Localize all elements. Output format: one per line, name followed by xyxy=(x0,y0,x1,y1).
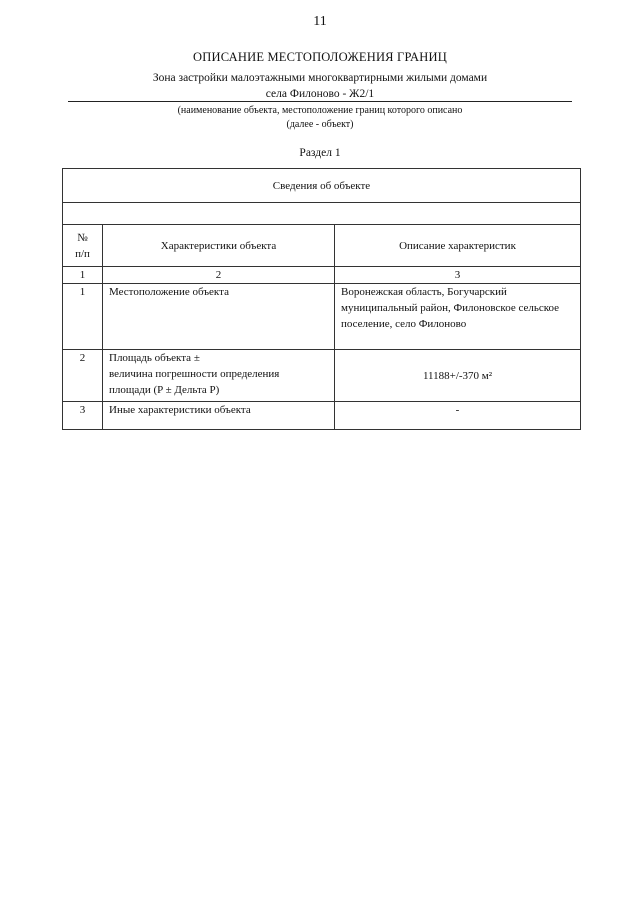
row-characteristic: Иные характеристики объекта xyxy=(103,402,335,430)
section-title: Раздел 1 xyxy=(299,147,341,159)
row-description: 11188+/-370 м² xyxy=(335,350,581,402)
table-row xyxy=(63,284,581,350)
document-title: ОПИСАНИЕ МЕСТОПОЛОЖЕНИЯ ГРАНИЦ xyxy=(193,50,447,64)
row-characteristic-line-1: Площадь объекта ± xyxy=(109,352,200,364)
row-characteristic xyxy=(103,350,335,402)
table-spacer-row xyxy=(63,203,581,225)
row-characteristic: Местоположение объекта xyxy=(103,284,335,350)
row-characteristic-line-2: величина погрешности определения xyxy=(109,368,280,380)
object-name xyxy=(70,70,570,102)
table-title: Сведения об объекте xyxy=(63,169,581,203)
row-characteristic-line-3: площади (P ± Дельта P) xyxy=(109,384,220,396)
col-header-num-line-1: № xyxy=(77,231,88,244)
column-number: 1 xyxy=(63,267,103,284)
table-title-row xyxy=(63,169,581,203)
col-header-description: Описание характеристик xyxy=(335,225,581,267)
object-name-line-1: Зона застройки малоэтажными многоквартирными жилыми домами xyxy=(152,72,488,84)
row-number: 1 xyxy=(63,284,103,350)
page-number: 11 xyxy=(313,14,327,29)
row-description: - xyxy=(335,402,581,430)
row-number: 2 xyxy=(63,350,103,402)
col-header-num xyxy=(63,225,103,267)
caption-line-2: (далее - объект) xyxy=(286,119,354,130)
column-number: 2 xyxy=(103,267,335,284)
column-number: 3 xyxy=(335,267,581,284)
table-row xyxy=(63,350,581,402)
column-number-row xyxy=(63,267,581,284)
table-header-row xyxy=(63,225,581,267)
caption-line-1: (наименование объекта, местоположение границ которого описано xyxy=(177,105,463,116)
object-caption xyxy=(70,104,570,132)
table-spacer-cell xyxy=(63,203,581,225)
title-underline xyxy=(68,101,572,102)
col-header-num-line-2: п/п xyxy=(75,247,90,260)
object-info-table xyxy=(62,168,581,430)
row-number: 3 xyxy=(63,402,103,430)
table-row xyxy=(63,402,581,430)
row-description: Воронежская область, Богучарский муниципальный район, Филоновское сельское поселение, село Филоново xyxy=(335,284,581,350)
col-header-characteristics: Характеристики объекта xyxy=(103,225,335,267)
object-name-line-2: села Филоново - Ж2/1 xyxy=(265,88,375,100)
